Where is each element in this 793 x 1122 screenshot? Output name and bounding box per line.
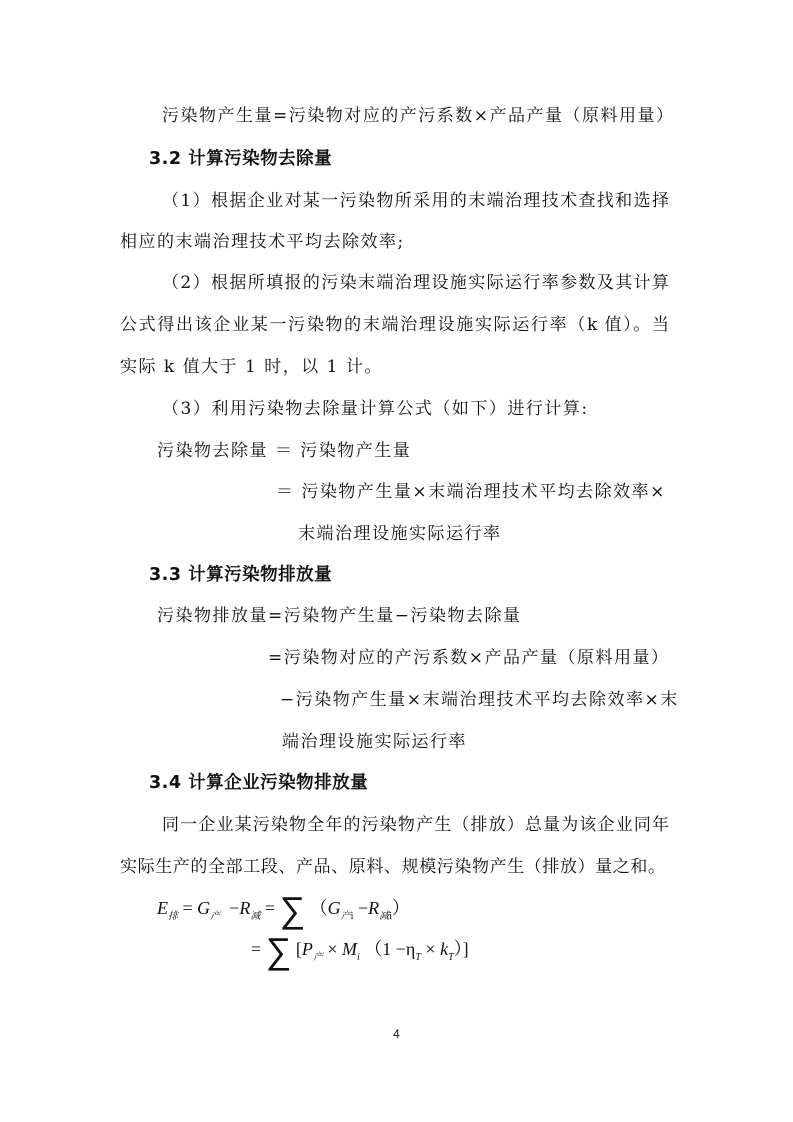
emission-formula-line: 污染物排放量=污染物产生量−污染物去除量 <box>157 606 522 626</box>
paragraph-line: 相应的末端治理技术平均去除效率; <box>120 232 405 252</box>
math-formula-line-1: $E_排 = G_产 -R_减$ = ∑ $(G_{产i} -R_{减i})$ <box>157 890 410 931</box>
removal-formula-line: 末端治理设施实际运行率 <box>298 524 502 544</box>
removal-formula-line: 污染物去除量 ＝ 污染物产生量 <box>157 441 412 461</box>
section-heading-3-4: 3.4 计算企业污染物排放量 <box>149 773 369 793</box>
section-heading-3-3: 3.3 计算污染物排放量 <box>149 565 333 585</box>
paragraph-line: （2）根据所填报的污染末端治理设施实际运行率参数及其计算 <box>162 273 669 293</box>
emission-formula-line: −污染物产生量×末端治理技术平均去除效率×末 <box>280 690 679 710</box>
math-formula-line-2: = ∑ [$P_产 \times M_i$ $(1 -\eta_T \times k_T)$] <box>251 931 469 972</box>
section-heading-3-2: 3.2 计算污染物去除量 <box>149 149 333 169</box>
emission-formula-line: 端治理设施实际运行率 <box>282 732 467 752</box>
paragraph-line: （1）根据企业对某一污染物所采用的末端治理技术查找和选择 <box>162 191 669 211</box>
production-formula: 污染物产生量=污染物对应的产污系数×产品产量（原料用量） <box>162 106 675 126</box>
paragraph-line: 公式得出该企业某一污染物的末端治理设施实际运行率（k 值）。当 <box>120 315 669 335</box>
paragraph-line: 同一企业某污染物全年的污染物产生（排放）总量为该企业同年 <box>162 815 669 835</box>
emission-formula-line: =污染物对应的产污系数×产品产量（原料用量） <box>268 648 670 668</box>
paragraph-line: 实际生产的全部工段、产品、原料、规模污染物产生（排放）量之和。 <box>120 857 666 877</box>
removal-formula-line: ＝ 污染物产生量×末端治理技术平均去除效率× <box>276 482 666 502</box>
paragraph-line: （3）利用污染物去除量计算公式（如下）进行计算: <box>162 399 589 419</box>
paragraph-line: 实际 k 值大于 1 时，以 1 计。 <box>120 357 383 377</box>
page-number: 4 <box>393 1027 400 1041</box>
